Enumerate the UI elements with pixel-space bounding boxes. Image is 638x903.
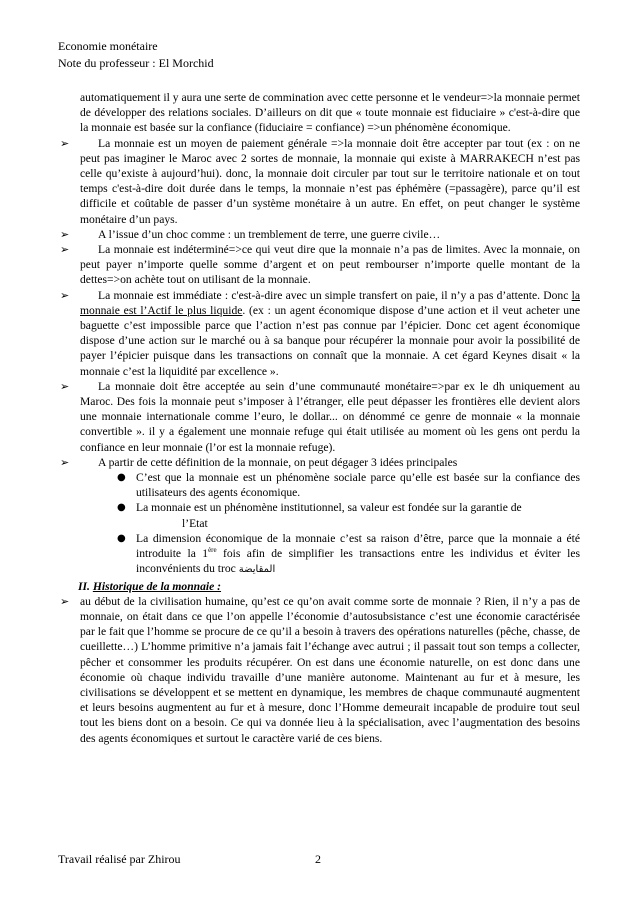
arrow-bullet-icon: ➢ bbox=[60, 243, 70, 257]
paragraph-text: La monnaie est un moyen de paiement générale =>la monnaie doit être accepter par tout (ex : on ne peut pas imaginer le Maroc avec 2 sortes de monnaie, la monnaie qui existe à MARRAKECH n’est pas celle qu’existe à aujourd’hui). donc, la monnaie doit circuler par tout sur le territoire nationale et on tout temps c'est-à-dire doit durée dans le temps, la monnaie n’est pas éphémère (=passagère), parce qu’il est difficile et coûtable de passer d’un système monétaire à un autre. En effet, on peut changer le système monétaire d’un pays. bbox=[80, 136, 580, 226]
arrow-bullet-icon: ➢ bbox=[60, 288, 70, 302]
superscript: ère bbox=[208, 546, 217, 555]
principal-ideas-list bbox=[60, 470, 580, 577]
paragraph-text: au début de la civilisation humaine, qu’est ce qu’on avait comme sorte de monnaie ? Rien, il n’y a pas de monnaie, on était dans ce que l’on appelle l’économie d’autosubsistance c’est une économie caractérisée par le fait que l’homme se procure de ce qu’il a besoin à travers des opérations naturelles (pêche, chasse, de cueillette…) L’homme primitive n’a jamais fait l’échange avec autrui ; il passait tout son temps a collecter, pêcher et consommer les produits récupérer. On est dans une économie naturelle, on est donc dans une économie où chaque individu travaille d’une manière autonome. Maintenant au fur et à mesure, les civilisations se développent et se mettent en dynamique, les membres de chaque communauté augmentent et leurs besoins augmentent au fur et à mesure, donc l’Homme demeurait incapable de produire tout seul tout les biens dont on a besoin. Ce qui va donnée lieu à la spécialisation, avec l’augmentation des besoins des agents économiques et surtout le caractère varié de ces biens. bbox=[80, 594, 580, 745]
list-item-text: La monnaie est un phénomène institutionnel, sa valeur est fondée sur la garantie de bbox=[136, 501, 522, 515]
paragraph-text: A l’issue d’un choc comme : un tremblement de terre, une guerre civile… bbox=[98, 227, 441, 241]
list-item-text: C’est que la monnaie est un phénomène sociale parce qu’elle est basée sur la confiance des utilisateurs des agents économique. bbox=[136, 471, 580, 500]
page-header bbox=[58, 38, 214, 72]
arrow-bullet-icon: ➢ bbox=[60, 227, 70, 241]
round-bullet-icon: ● bbox=[117, 532, 126, 544]
list-item bbox=[60, 500, 580, 530]
list-item bbox=[60, 470, 580, 500]
arrow-bullet-icon: ➢ bbox=[60, 594, 70, 608]
page-number: 2 bbox=[315, 852, 321, 866]
paragraph-text: La monnaie est immédiate : c'est-à-dire avec un simple transfert on paie, il n’y a pas d’attente. Donc bbox=[98, 288, 572, 302]
arrow-list-item bbox=[60, 227, 580, 242]
list-item-text: fois afin de simplifier les transactions entre les individus et éviter les inconvénients du troc bbox=[136, 547, 580, 576]
arrow-list-item bbox=[60, 288, 580, 379]
paragraph-text: . (ex : un agent économique dispose d’une action et il veut acheter une baguette c’est impossible parce que l’action n’est pas connue par l’épicier. Donc cet agent économique dispose d’une action sur le marché ou à sa banque pour récupérer la monnaie pour avoir la possibilité de payer l’épicier puisque dans les transactions on connaît que la monnaie. A cet égard Keynes disait « la monnaie c’est la liquidité par excellence ». bbox=[80, 303, 580, 378]
round-bullet-icon: ● bbox=[117, 502, 126, 514]
header-professor-note: Note du professeur : El Morchid bbox=[58, 56, 214, 70]
underlined-phrase: la monnaie est l’Actif le plus liquide bbox=[80, 288, 580, 317]
list-item-text: La dimension économique de la monnaie c’est sa raison d’être, parce que la monnaie a été introduite la 1 bbox=[136, 531, 580, 561]
arrow-list-item bbox=[60, 455, 580, 470]
paragraph-text: La monnaie est indéterminé=>ce qui veut dire que la monnaie n’a pas de limites. Avec la monnaie, on peut payer n’importe quelle somme d’argent et on peut rembourser n’importe quelle montant de la dettes=>on achète tout on utilisant de la monnaie. bbox=[80, 243, 580, 287]
arrow-bullet-icon: ➢ bbox=[60, 379, 70, 393]
section-title: Historique de la monnaie : bbox=[92, 579, 222, 593]
arabic-term: المقايضة bbox=[238, 564, 276, 576]
arrow-bullet-icon: ➢ bbox=[60, 136, 70, 150]
arrow-list-item bbox=[60, 242, 580, 288]
document-body bbox=[60, 90, 580, 746]
arrow-list-item bbox=[60, 379, 580, 455]
arrow-bullet-icon: ➢ bbox=[60, 455, 70, 469]
paragraph-text: A partir de cette définition de la monnaie, on peut dégager 3 idées principales bbox=[98, 455, 458, 469]
paragraph-continuation: automatiquement il y aura une serte de commination avec cette personne et le vendeur=>la monnaie permet de développer des relations sociales. D’ailleurs on dit que « toute monnaie est fiduciaire » c'est-à-dire que la monnaie est basée sur la confiance (fiduciaire = confiance) =>un phénomène économique. bbox=[80, 91, 580, 135]
paragraph-text: La monnaie doit être acceptée au sein d’une communauté monétaire=>par ex le dh uniquement au Maroc. Des fois la monnaie peut s’imposer à l’étranger, elle peut dépasser les frontières elle devient alors une monnaie internationale comme l’euro, le dollar... on dénommé ce genre de monnaie « la monnaie convertible ». il y a également une monnaie refuge qui était utilisée au moment où les gens ont perdu la confiance en leur monnaie (l’or est la monnaie refuge). bbox=[80, 379, 580, 454]
section-number: II. bbox=[78, 579, 90, 593]
arrow-list-item bbox=[60, 136, 580, 227]
section-heading bbox=[60, 579, 580, 594]
footer-author: Travail réalisé par Zhirou bbox=[58, 852, 181, 866]
list-item bbox=[60, 531, 580, 578]
header-course-title: Economie monétaire bbox=[58, 39, 158, 53]
arrow-list-item bbox=[60, 594, 580, 746]
list-item-text: l’Etat bbox=[182, 516, 208, 530]
round-bullet-icon: ● bbox=[117, 472, 126, 484]
